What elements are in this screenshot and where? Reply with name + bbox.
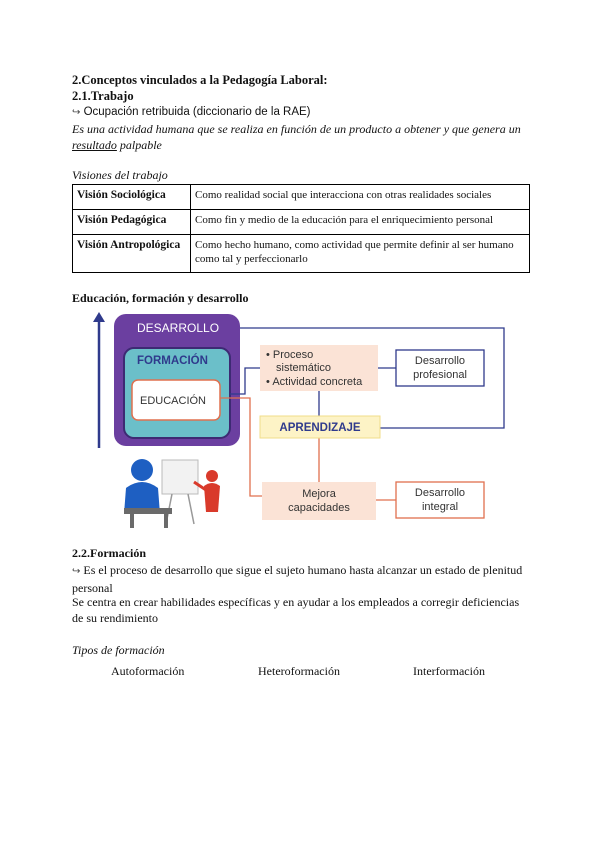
desarrollo-integral-line1: Desarrollo <box>414 487 466 499</box>
visiones-title: Visiones del trabajo <box>72 168 168 182</box>
table-cell-label: Visión Pedagógica <box>73 210 191 235</box>
diagram-title: Educación, formación y desarrollo <box>72 291 249 305</box>
trabajo-definition <box>72 104 311 121</box>
desk-leg <box>130 514 134 528</box>
desarrollo-label: DESARROLLO <box>137 321 220 335</box>
mejora-line1: Mejora <box>302 488 336 500</box>
desarrollo-integral-line2: integral <box>421 501 459 513</box>
whiteboard-leg <box>188 494 194 524</box>
bullet-proceso-b: sistemático <box>276 362 332 374</box>
formacion-desc-line2: de su rendimiento <box>72 611 158 625</box>
list-item: Autoformación <box>111 664 185 678</box>
bullet-actividad-text: Actividad concreta <box>272 376 363 388</box>
trabajo-desc-line1: Es una actividad humana que se realiza en función de un producto a obtener y que genera un <box>72 122 521 136</box>
formacion-def-line2: personal <box>72 581 113 595</box>
table-row <box>73 235 530 273</box>
formacion-definition <box>72 562 532 596</box>
bullet-proceso-a: Proceso <box>272 349 314 361</box>
table-row <box>73 185 530 210</box>
up-arrow-icon <box>93 312 105 322</box>
trabajo-desc-underlined: resultado <box>72 138 117 152</box>
desarrollo-profesional-line2: profesional <box>413 369 467 381</box>
formacion-description <box>72 594 532 626</box>
subsection-heading-trabajo: 2.1.Trabajo <box>72 89 134 103</box>
formacion-def-line1: Es el proceso de desarrollo que sigue el sujeto humano hasta alcanzar un estado de plenitud <box>83 563 523 577</box>
whiteboard-icon <box>162 460 198 494</box>
table-row <box>73 210 530 235</box>
tipos-title: Tipos de formación <box>72 643 165 657</box>
aprendizaje-label: APRENDIZAJE <box>279 422 361 434</box>
trabajo-description <box>72 121 532 153</box>
presenter-head-icon <box>206 470 218 482</box>
list-item: Heteroformación <box>258 664 340 678</box>
formacion-desc-line1: Se centra en crear habilidades específicas y en ayudar a los empleados a corregir deficiencias <box>72 595 520 609</box>
table-cell-label: Visión Sociológica <box>73 185 191 210</box>
learner-head-icon <box>131 459 153 481</box>
table-cell-text: Como realidad social que interacciona con otras realidades sociales <box>191 185 530 210</box>
table-cell-text: Como fin y medio de la educación para el enriquecimiento personal <box>191 210 530 235</box>
education-diagram <box>90 310 520 532</box>
desk-leg <box>164 514 168 528</box>
trabajo-definition-text: Ocupación retribuida (diccionario de la RAE) <box>83 106 311 118</box>
formacion-label: FORMACIÓN <box>137 355 208 367</box>
bullet-proceso: • Proceso <box>266 349 314 361</box>
mejora-line2: capacidades <box>288 502 350 514</box>
presenter-illustration <box>124 459 220 528</box>
section-heading: 2.Conceptos vinculados a la Pedagogía Laboral: <box>72 73 328 87</box>
desk-icon <box>124 508 172 514</box>
return-arrow-icon: ↪ <box>72 107 81 118</box>
trabajo-desc-end: palpable <box>116 138 162 152</box>
subsection-heading-formacion: 2.2.Formación <box>72 546 146 560</box>
bullet-actividad: • Actividad concreta <box>266 376 363 388</box>
list-item: Interformación <box>413 664 485 678</box>
table-cell-text: Como hecho humano, como actividad que permite definir al ser humano como tal y perfeccionarlo <box>191 235 530 273</box>
presenter-body-icon <box>204 483 220 512</box>
desarrollo-profesional-line1: Desarrollo <box>414 355 466 367</box>
visiones-table <box>72 184 530 273</box>
table-cell-label: Visión Antropológica <box>73 235 191 273</box>
return-arrow-icon: ↪ <box>72 566 81 577</box>
educacion-label: EDUCACIÓN <box>140 395 207 407</box>
